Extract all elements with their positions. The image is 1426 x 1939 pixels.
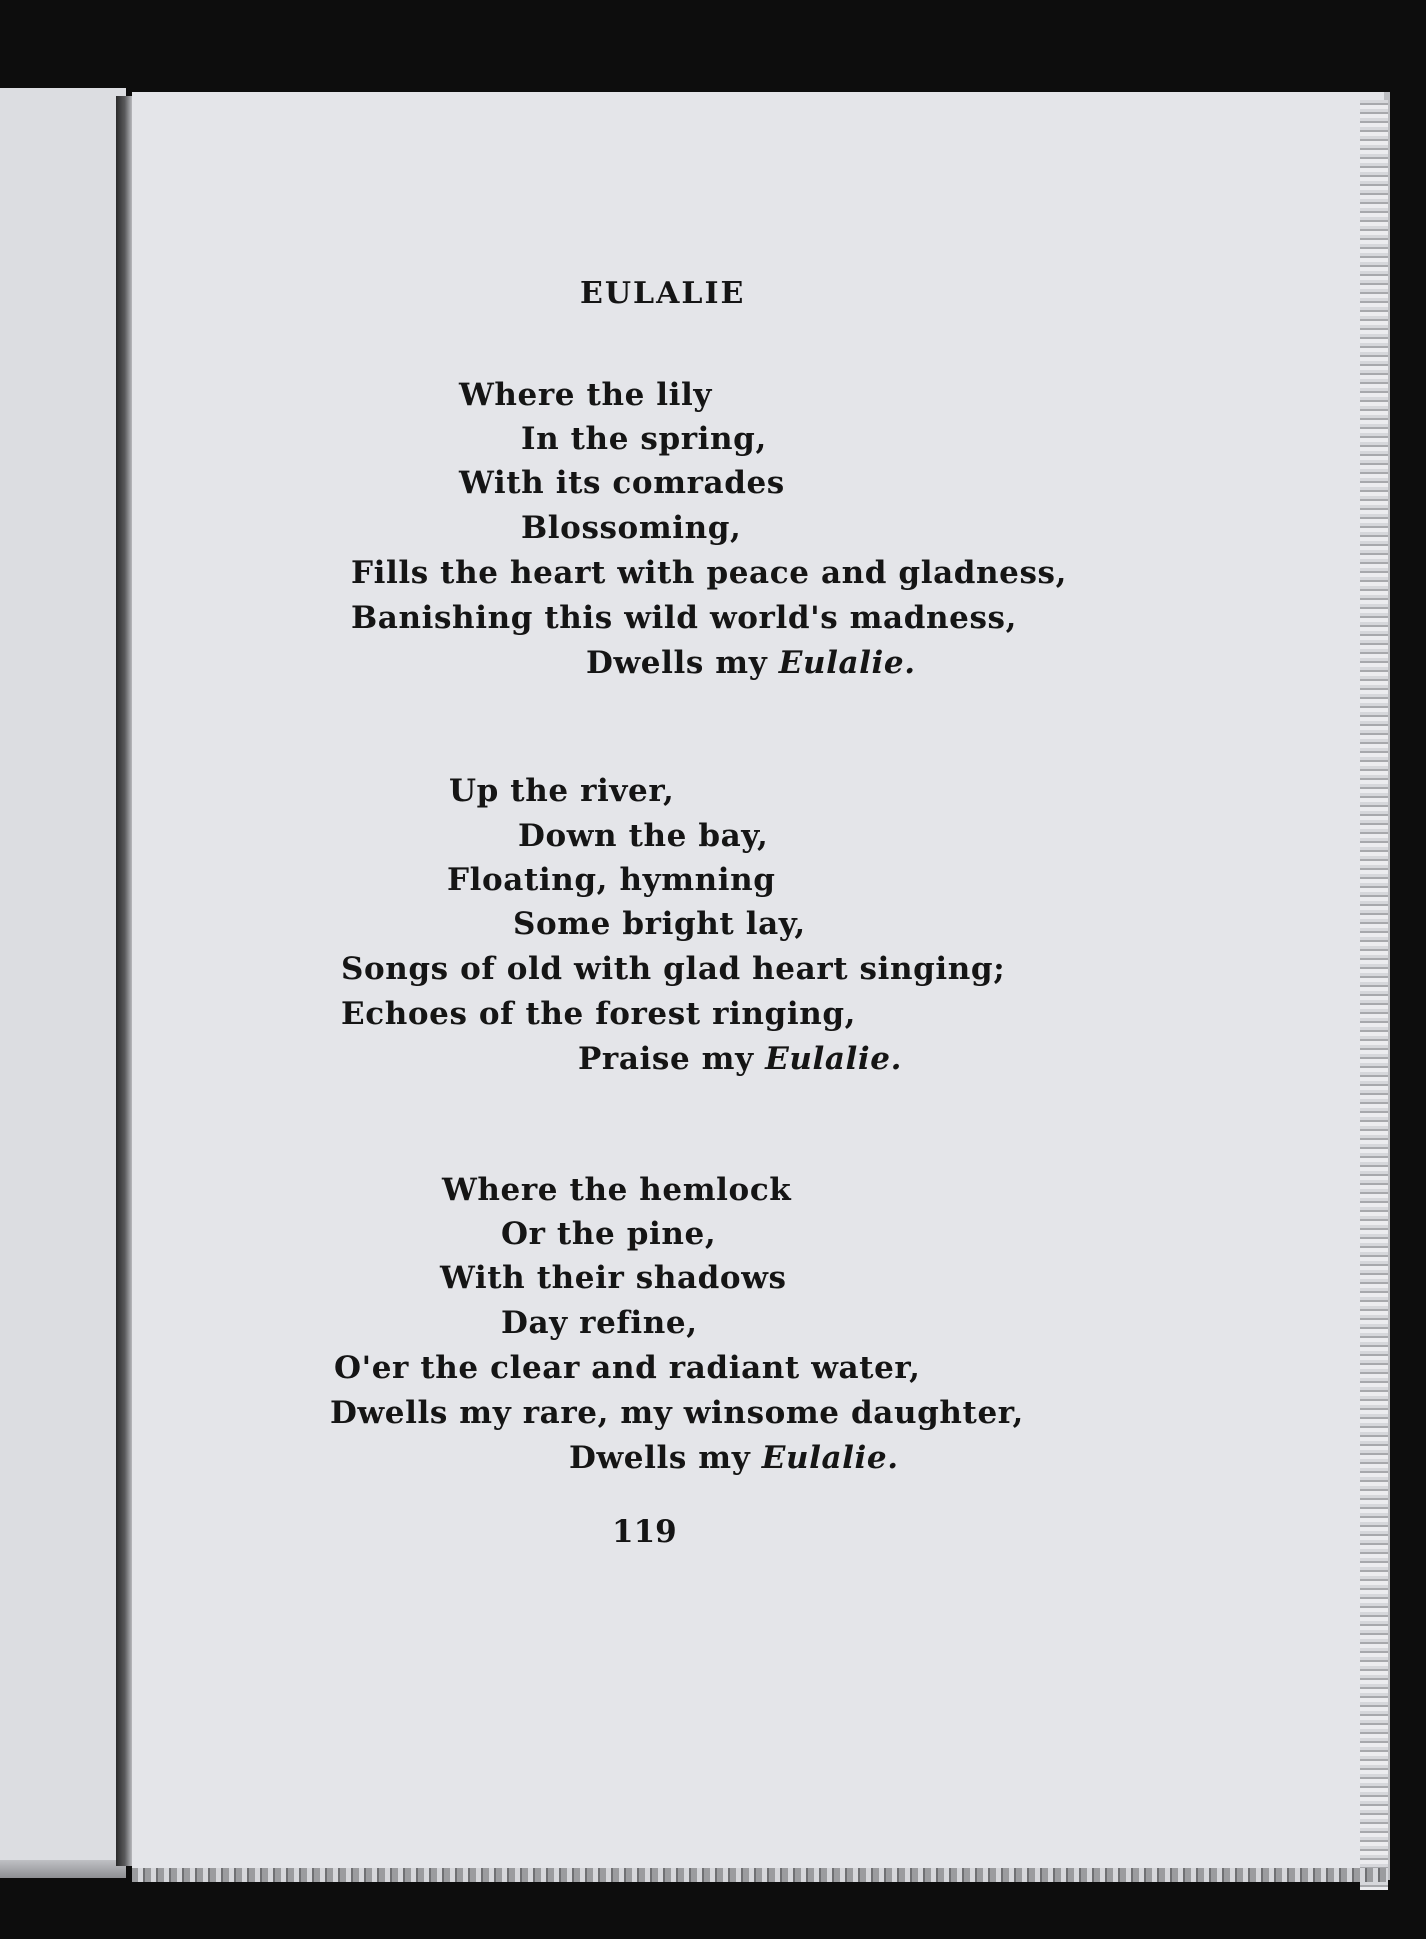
poem-line: Blossoming, [521, 510, 742, 546]
refrain-lead: Dwells my [569, 1440, 751, 1476]
poem-line: O'er the clear and radiant water, [334, 1350, 921, 1386]
poem-line: Dwells my rare, my winsome daughter, [330, 1395, 1024, 1431]
refrain-name: Eulalie. [778, 645, 916, 681]
poem-line: Echoes of the forest ringing, [341, 996, 857, 1032]
poem-line: With their shadows [440, 1260, 787, 1296]
refrain-lead: Praise my [578, 1041, 754, 1077]
poem-line: Where the lily [459, 377, 713, 413]
refrain-name: Eulalie. [761, 1440, 899, 1476]
poem-line: In the spring, [521, 421, 767, 457]
poem-line: Fills the heart with peace and gladness, [351, 555, 1068, 591]
poem-line: Up the river, [449, 773, 675, 809]
poem-line: Some bright lay, [513, 906, 806, 942]
poem-line: Day refine, [501, 1305, 698, 1341]
page-number: 119 [612, 1514, 677, 1550]
refrain-lead: Dwells my [586, 645, 768, 681]
poem-refrain [569, 1440, 899, 1476]
poem-line: Or the pine, [501, 1216, 717, 1252]
poem-line: With its comrades [459, 465, 785, 501]
poem-line: Banishing this wild world's madness, [351, 600, 1017, 636]
poem-line: Where the hemlock [442, 1172, 792, 1208]
poem-line: Floating, hymning [447, 862, 776, 898]
poem-line: Down the bay, [518, 818, 769, 854]
poem-refrain [578, 1041, 902, 1077]
refrain-name: Eulalie. [765, 1041, 903, 1077]
poem-line: Songs of old with glad heart singing; [341, 951, 1006, 987]
poem-title: EULALIE [580, 276, 746, 311]
poem-refrain [586, 645, 916, 681]
